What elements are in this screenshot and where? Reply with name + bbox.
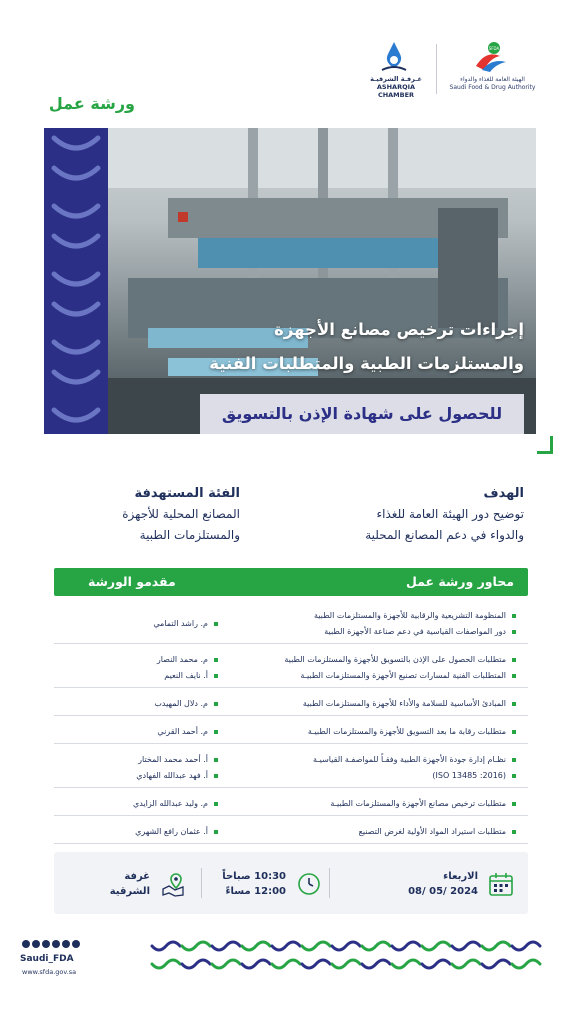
agenda-speaker: م. محمد النصار [70,652,220,668]
chamber-emblem-icon [378,40,410,72]
event-date [408,869,478,899]
header-logos [360,40,540,100]
workshop-label: ورشة عمل [48,94,135,113]
agenda-topic: المنظومة التشريعية والرقابية للأجهزة والمستلزمات الطبية [218,608,518,624]
website-link[interactable]: www.sfda.gov.sa [22,968,77,976]
agenda-row [54,604,528,644]
agenda-topic-cell [218,796,518,812]
agenda-topic-cell [218,652,518,684]
wave-mark [422,960,450,968]
wave-mark [332,960,360,968]
agenda-speaker: أ. عثمان رافع الشهري [70,824,220,840]
wave-mark [302,942,330,950]
instagram-icon[interactable] [42,940,50,948]
agenda-row [54,692,528,716]
event-venue [110,869,150,899]
agenda-topic: (ISO 13485 :2016) [218,768,518,784]
svg-text:SFDA: SFDA [488,46,500,51]
agenda-topic: متطلبات رقابة ما بعد التسويق للأجهزة والمستلزمات الطبيـة [218,724,518,740]
agenda-speaker: أ. أحمد محمد المختار [70,752,220,768]
audience-text [122,504,240,546]
event-day: الاربعاء [443,871,478,882]
chamber-name-en: ASHARQIA CHAMBER [376,83,416,99]
clock-icon [296,871,322,897]
wave-mark [182,942,210,950]
goal-line1: توضيح دور الهيئة العامة للغذاء [376,507,524,521]
agenda-speaker: م. راشد التمامي [70,616,220,632]
wave-mark [392,942,420,950]
event-venue-line1: غرفة [124,871,150,882]
agenda-topic: متطلبات ترخيص مصانع الأجهزة والمستلزمات الطبيـة [218,796,518,812]
sfda-emblem-icon [470,40,510,74]
agenda-speaker: أ. نايف النعيم [70,668,220,684]
wave-mark [482,960,510,968]
audience-line2: والمستلزمات الطبية [139,528,240,542]
x-icon[interactable] [22,940,30,948]
chamber-name [360,75,432,99]
event-info-box [54,852,528,914]
agenda-topic: المبادئ الأساسية للسلامة والأداء للأجهزة والمستلزمات الطبية [218,696,518,712]
agenda-speakers-heading: مقدمو الورشة [88,574,176,589]
wave-mark [452,960,480,968]
wave-mark [362,942,390,950]
linkedin-icon[interactable] [62,940,70,948]
factory-machinery-icon [108,128,536,434]
agenda-header [54,568,528,596]
wave-mark [392,960,420,968]
wave-mark [152,942,180,950]
sfda-name-en: Saudi Food & Drug Authority [449,84,536,91]
sfda-logo [445,40,540,98]
event-time-start: 10:30 صباحاً [222,871,286,882]
social-handle[interactable]: Saudi_FDA [20,954,74,964]
agenda-speaker-cell [70,696,220,712]
agenda-row [54,648,528,688]
wave-mark [272,960,300,968]
wave-mark [362,960,390,968]
info-separator [201,868,202,898]
agenda-row [54,720,528,744]
wave-mark [512,960,540,968]
agenda-speaker-cell [70,724,220,740]
wave-mark [332,942,360,950]
hero-subtitle: للحصول على شهادة الإذن بالتسويق [200,394,524,434]
agenda-speaker: أ. فهد عبدالله الفهادي [70,768,220,784]
hero-factory-photo [108,128,536,434]
calendar-icon [488,871,514,897]
info-separator [329,868,330,898]
agenda-topic: المتطلبات الفنية لمسارات تصنيع الأجهزة والمستلزمات الطبيـة [218,668,518,684]
corner-accent [537,436,553,454]
wave-pattern-icon [44,128,108,434]
agenda-row [54,792,528,816]
agenda-topic-cell [218,608,518,640]
agenda-speaker: م. وليد عبدالله الزايدي [70,796,220,812]
logo-divider [436,44,437,94]
agenda-speaker-cell [70,616,220,632]
wave-mark [482,942,510,950]
agenda-topic: متطلبات استيراد المواد الأولية لغرض التصنيع [218,824,518,840]
sfda-name-ar: الهيئة العامة للغذاء والدواء [460,76,525,83]
agenda-speaker-cell [70,652,220,684]
agenda-topic-cell [218,724,518,740]
wave-mark [212,942,240,950]
agenda-speaker-cell [70,752,220,784]
agenda-topic-cell [218,696,518,712]
agenda-row [54,820,528,844]
footer-wave-pattern-icon [146,938,542,982]
audience-heading: الفئة المستهدفة [134,486,240,501]
wave-mark [452,942,480,950]
audience-line1: المصانع المحلية للأجهزة [122,507,240,521]
chamber-name-ar: غـرفـة الشرقيـة [370,75,422,83]
agenda-speaker: م. دلال المهيدب [70,696,220,712]
agenda-topic: متطلبات الحصول على الإذن بالتسويق للأجهزة والمستلزمات الطبية [218,652,518,668]
wave-mark [512,942,540,950]
hero-title-line2: والمستلزمات الطبية والمتطلبات الفنية [209,354,524,373]
wave-mark [242,960,270,968]
wave-mark [242,942,270,950]
event-time [222,869,286,899]
agenda-row [54,748,528,788]
goal-text [365,504,524,546]
social-icons [22,940,82,950]
agenda-topic: نظـام إدارة جودة الأجهزة الطبية وفقـاً للمواصفـة القياسيـة [218,752,518,768]
youtube-icon[interactable] [52,940,60,948]
hero-pattern-band [44,128,108,434]
sfda-name [445,76,540,92]
wave-mark [182,960,210,968]
event-date-value: 08/ 05/ 2024 [408,886,478,897]
wave-mark [422,942,450,950]
agenda-topics-heading: محاور ورشة عمل [405,574,514,589]
wave-mark [212,960,240,968]
event-venue-line2: الشرقية [109,886,150,897]
chamber-logo [360,40,430,98]
agenda-speaker-cell [70,796,220,812]
agenda-topic-cell [218,752,518,784]
wave-mark [272,942,300,950]
hero-title-line1: إجراءات ترخيص مصانع الأجهزة [274,320,524,339]
goal-heading: الهدف [483,486,524,501]
facebook-icon[interactable] [72,940,80,948]
agenda-speaker: م. أحمد القرني [70,724,220,740]
wave-mark [152,960,180,968]
location-icon [160,871,186,897]
agenda-topic-cell [218,824,518,840]
goal-line2: والدواء في دعم المصانع المحلية [365,528,524,542]
agenda-speaker-cell [70,824,220,840]
event-time-end: 12:00 مساءً [225,886,286,897]
wave-mark [302,960,330,968]
agenda-topic: دور المواصفات القياسية في دعم صناعة الأجهزة الطبية [218,624,518,640]
snapchat-icon[interactable] [32,940,40,948]
